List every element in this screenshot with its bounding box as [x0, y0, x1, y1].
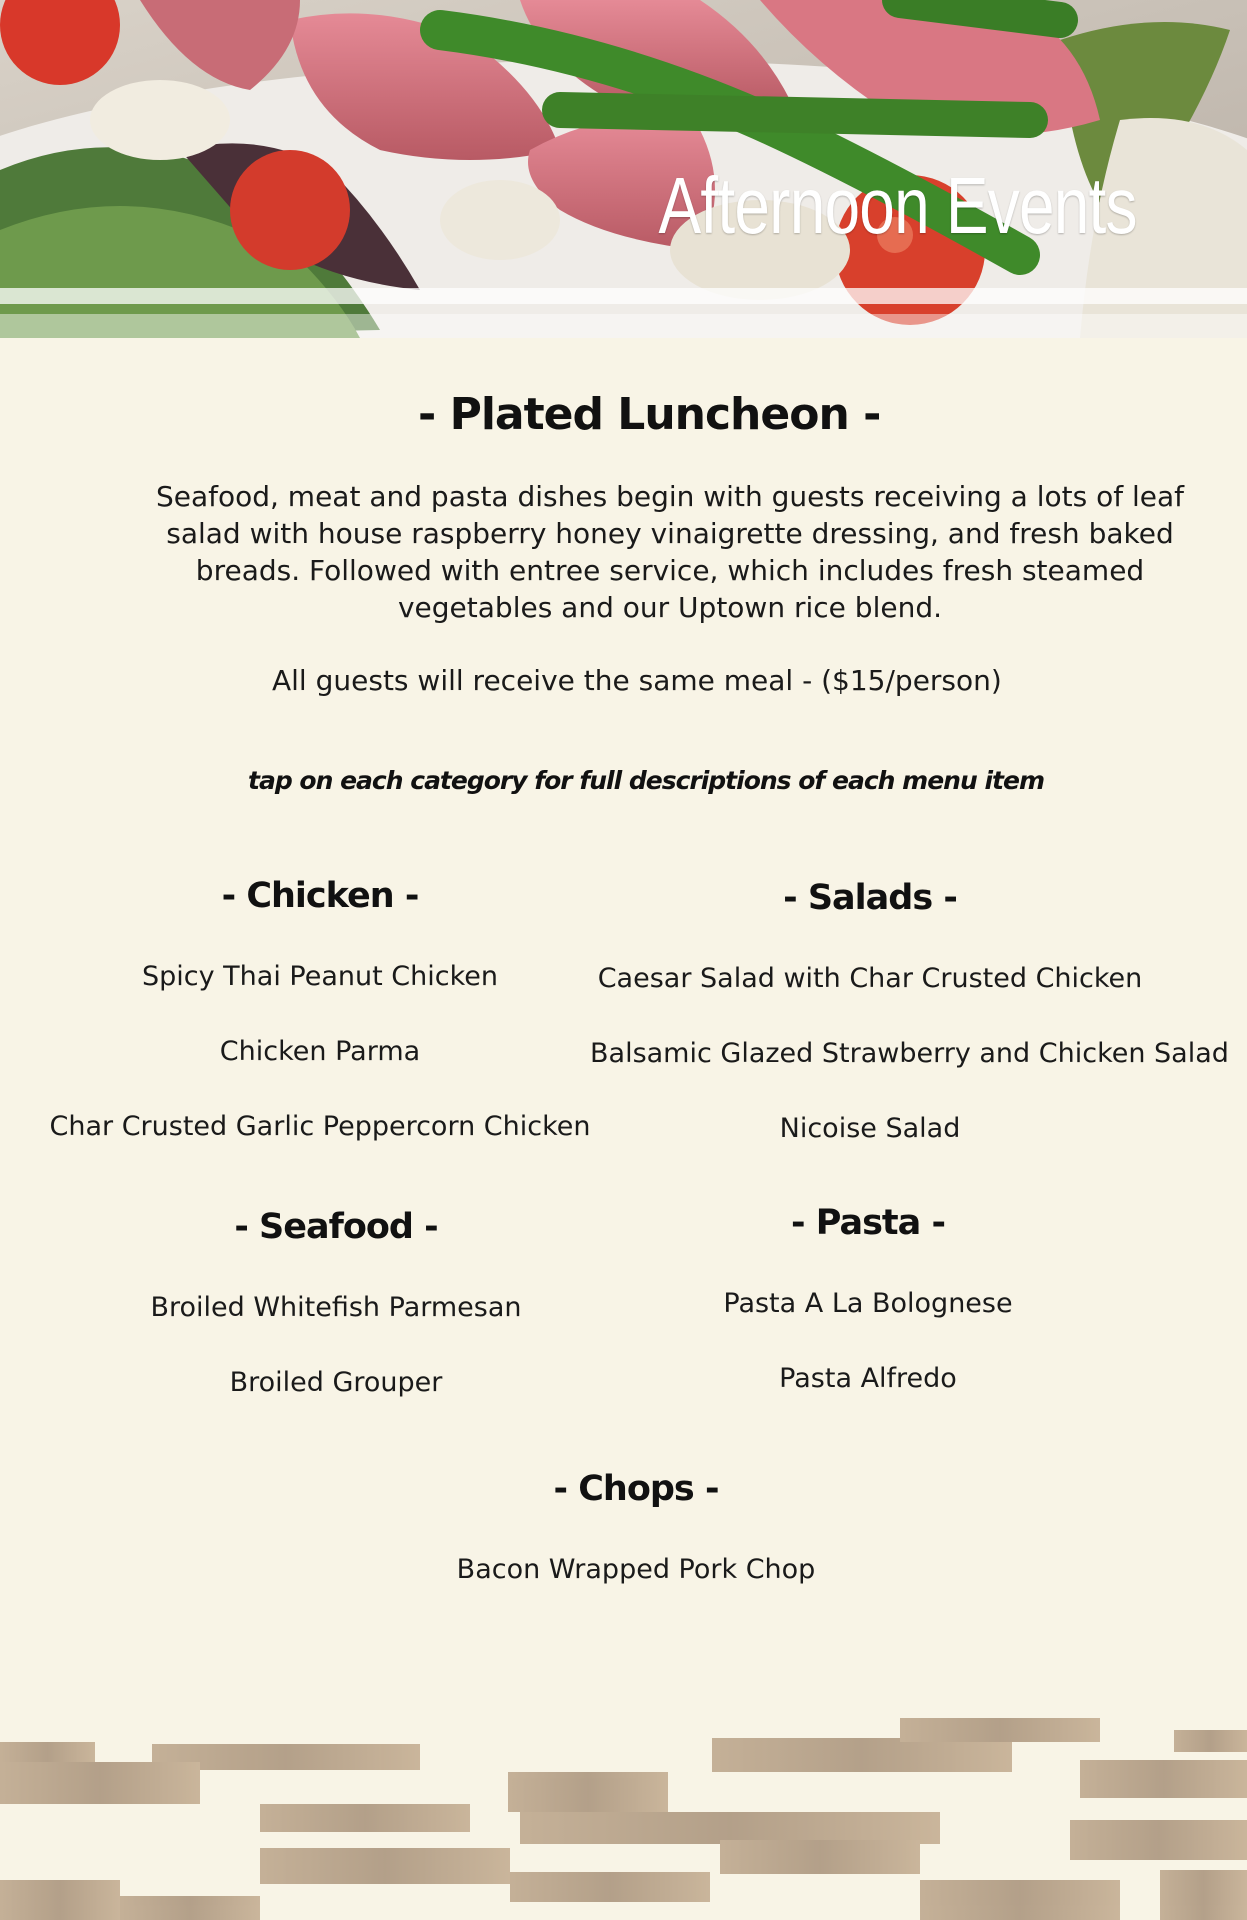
menu-item[interactable]: Balsamic Glazed Strawberry and Chicken Salad: [590, 1038, 1229, 1069]
category-chops[interactable]: [356, 1465, 916, 1589]
category-title-pasta[interactable]: - Pasta -: [791, 1203, 945, 1243]
menu-item[interactable]: Pasta Alfredo: [779, 1363, 957, 1394]
menu-item[interactable]: Caesar Salad with Char Crusted Chicken: [597, 963, 1143, 994]
menu-item[interactable]: Char Crusted Garlic Peppercorn Chicken: [49, 1111, 591, 1142]
category-chicken[interactable]: [40, 872, 600, 1146]
intro-paragraph: Seafood, meat and pasta dishes begin with guests receiving a lots of leaf salad with house raspberry honey vinaigrette dressing, and fresh baked breads. Followed with entree service, which includes fresh steamed vegetables and our Uptown rice blend.: [155, 480, 1185, 624]
category-pasta[interactable]: [588, 1199, 1148, 1398]
menu-item[interactable]: Spicy Thai Peanut Chicken: [142, 961, 498, 992]
category-title-salads[interactable]: - Salads -: [783, 878, 957, 918]
category-title-seafood[interactable]: - Seafood -: [234, 1207, 438, 1247]
category-seafood[interactable]: [56, 1203, 616, 1402]
menu-item[interactable]: Chicken Parma: [219, 1036, 421, 1067]
category-title-chicken[interactable]: - Chicken -: [221, 876, 419, 916]
menu-item[interactable]: Broiled Whitefish Parmesan: [150, 1292, 522, 1323]
hero-title: Afternoon Events: [658, 161, 1137, 250]
wood-plank-decoration: [0, 1700, 1247, 1920]
price-note-text: All guests will receive the same meal - ($15/person): [272, 664, 1002, 697]
category-salads[interactable]: [590, 874, 1229, 1148]
category-title-chops[interactable]: - Chops -: [553, 1469, 719, 1509]
page-title-text: - Plated Luncheon -: [418, 389, 881, 440]
menu-item[interactable]: Pasta A La Bolognese: [723, 1288, 1013, 1319]
tap-hint-text: tap on each category for full descriptions of each menu item: [248, 766, 1044, 795]
menu-item[interactable]: Bacon Wrapped Pork Chop: [456, 1554, 816, 1585]
menu-item[interactable]: Nicoise Salad: [779, 1113, 961, 1144]
hero-banner: [0, 0, 1247, 338]
menu-item[interactable]: Broiled Grouper: [229, 1367, 443, 1398]
